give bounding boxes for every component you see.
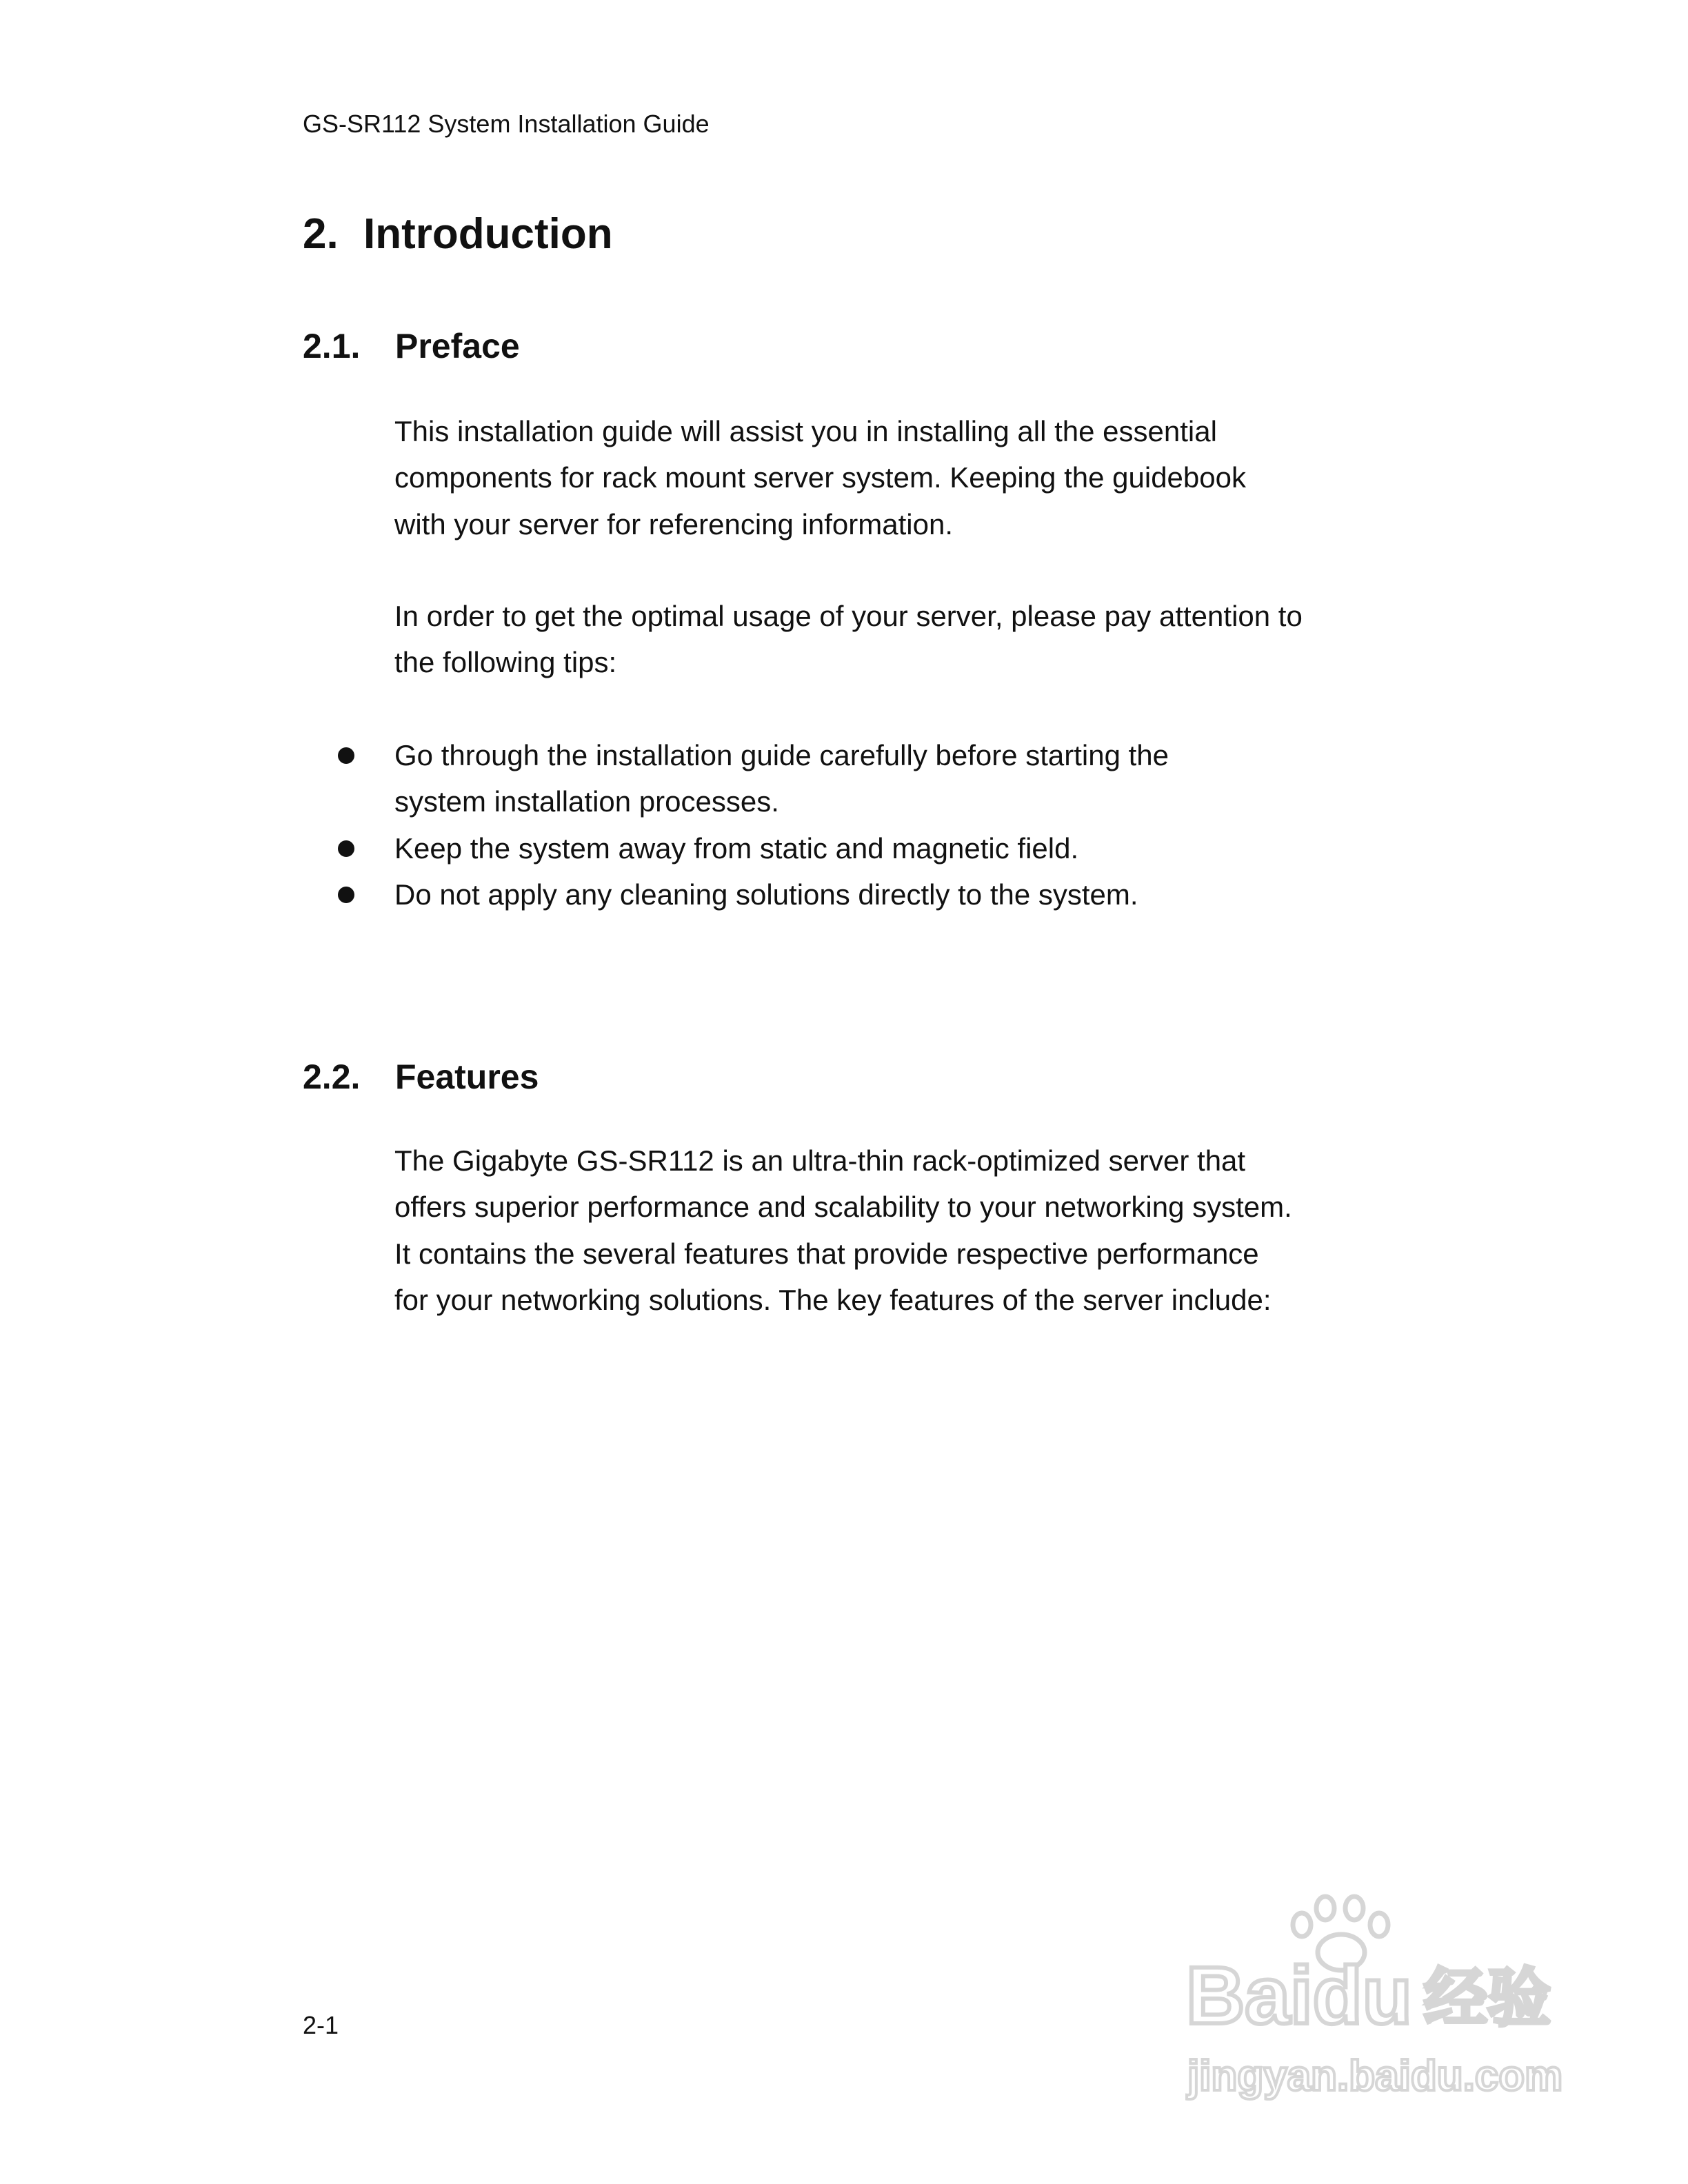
list-item: [332, 871, 1169, 918]
watermark-brand: Baidu: [1186, 1950, 1412, 2041]
section-title: Features: [395, 1058, 539, 1096]
paw-toe: [1370, 1913, 1388, 1937]
text-line: with your server for referencing information.: [394, 507, 953, 540]
text-line: Keep the system away from static and magnetic field.: [394, 831, 1079, 865]
text-line: for your networking solutions. The key features of the server include:: [394, 1283, 1272, 1316]
preface-paragraph-1: [394, 408, 1246, 547]
chapter-title: [303, 207, 613, 262]
list-item: [332, 825, 1169, 871]
section-number: 2.1.: [303, 327, 361, 365]
chapter-number: 2.: [303, 210, 339, 258]
section-heading-preface: [303, 324, 520, 368]
baidu-watermark-logo: [1172, 1889, 1586, 2110]
text-line: offers superior performance and scalability to your networking system.: [394, 1191, 1292, 1224]
bullet-icon: [338, 747, 354, 764]
text-line: system installation processes.: [394, 785, 779, 818]
text-line: the following tips:: [394, 646, 617, 679]
features-paragraph: [394, 1138, 1292, 1323]
chapter-title-text: Introduction: [363, 210, 613, 258]
bullet-icon: [338, 840, 354, 857]
paw-toe: [1345, 1897, 1363, 1920]
paw-toe: [1293, 1913, 1311, 1937]
text-line: It contains the several features that provide respective performance: [394, 1237, 1259, 1270]
text-line: Go through the installation guide carefully before starting the: [394, 739, 1169, 771]
text-line: components for rack mount server system. Keeping the guidebook: [394, 461, 1246, 494]
section-title: Preface: [395, 327, 520, 365]
tips-list: [394, 732, 1169, 918]
list-item: [332, 732, 1169, 825]
section-heading-features: [303, 1055, 539, 1099]
section-number: 2.2.: [303, 1058, 361, 1096]
watermark-brand-cn: 经验: [1424, 1961, 1551, 2035]
running-header: GS-SR112 System Installation Guide: [303, 110, 710, 138]
bullet-icon: [338, 887, 354, 903]
watermark-url: jingyan.baidu.com: [1187, 2052, 1563, 2100]
text-line: In order to get the optimal usage of your server, please pay attention to: [394, 600, 1303, 632]
preface-paragraph-2: [394, 593, 1303, 686]
text-line: The Gigabyte GS-SR112 is an ultra-thin rack-optimized server that: [394, 1144, 1246, 1177]
text-line: This installation guide will assist you in installing all the essential: [394, 415, 1217, 447]
page-number: 2-1: [303, 2011, 339, 2039]
paw-toe: [1316, 1897, 1334, 1920]
text-line: Do not apply any cleaning solutions directly to the system.: [394, 878, 1138, 911]
